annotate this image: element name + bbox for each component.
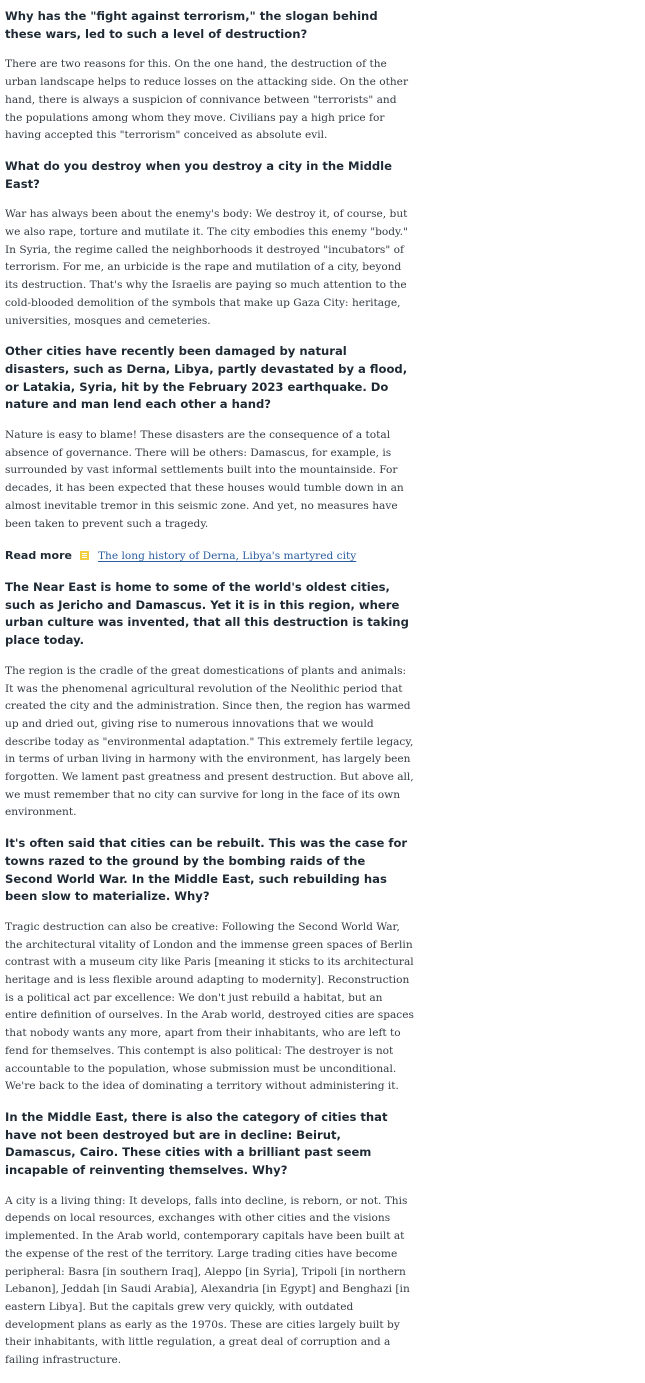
article-list-icon (80, 551, 89, 560)
read-more-box (5, 546, 415, 566)
read-more-link[interactable]: The long history of Derna, Libya's martyred city (97, 550, 357, 563)
article-body (5, 8, 415, 1383)
interview-question: It's often said that cities can be rebuilt. This was the case for towns razed to the ground by the bombing raids of the Second World War. In the Middle East, such rebuilding has been slow to materialize. Why? (5, 836, 408, 904)
interview-answer: There are two reasons for this. On the one hand, the destruction of the urban landscape helps to reduce losses on the attacking side. On the other hand, there is always a suspicion of connivance between "terrorists" and the populations among whom they move. Civilians pay a high price for having accepted this "terrorism" conceived as absolute evil. (5, 58, 409, 142)
interview-answer: A city is a living thing: It develops, falls into decline, is reborn, or not. This depends on local resources, exchanges with other cities and the visions implemented. In the Arab world, contemporary capitals have been built at the expense of the rest of the territory. Large trading cities have become peripheral: Basra [in southern Iraq], Aleppo [in Syria], Tripoli [in northern Lebanon], Jeddah [in Saudi Arabia], Alexandria [in Egypt] and Benghazi [in eastern Libya]. But the capitals grew very quickly, with outdated development plans as early as the 1970s. These are cities largely built by their inhabitants, with little regulation, a great deal of corruption and a failing infrastructure. (5, 1194, 410, 1367)
interview-answer: The region is the cradle of the great domestications of plants and animals: It was the phenomenal agricultural revolution of the Neolithic period that created the city and the administration. Since then, the region has warmed up and dried out, giving rise to numerous innovations that we would describe today as "environmental adaptation." This extremely fertile legacy, in terms of urban living in harmony with the environment, has largely been forgotten. We lament past greatness and present destruction. But above all, we must remember that no city can survive for long in the face of its own environment. (5, 664, 414, 819)
interview-question: What do you destroy when you destroy a city in the Middle East? (5, 158, 392, 191)
interview-question: The Near East is home to some of the world's oldest cities, such as Jericho and Damascus. Yet it is in this region, where urban culture was invented, that all this destruction is taking place today. (5, 579, 409, 648)
interview-answer: Tragic destruction can also be creative: Following the Second World War, the architectural vitality of London and the immense green spaces of Berlin contrast with a museum city like Paris [meaning it sticks to its architectural heritage and is less flexible around adapting to modernity]. Reconstruction is a political act par excellence: We don't just rebuild a habitat, but an entire definition of ourselves. In the Arab world, destroyed cities are spaces that nobody wants any more, apart from their inhabitants, who are left to fend for themselves. This contempt is also political: The destroyer is not accountable to the population, whose submission must be unconditional. We're back to the idea of dominating a territory without administering it. (5, 920, 414, 1093)
interview-question: Other cities have recently been damaged by natural disasters, such as Derna, Libya, partly devastated by a flood, or Latakia, Syria, hit by the February 2023 earthquake. Do nature and man lend each other a hand? (5, 344, 408, 412)
interview-answer: Nature is easy to blame! These disasters are the consequence of a total absence of governance. There will be others: Damascus, for example, is surrounded by vast informal settlements built into the mountainside. For decades, it has been expected that these houses would tumble down in an almost inevitable tremor in this seismic zone. And yet, no measures have been taken to prevent such a tragedy. (5, 429, 404, 530)
interview-question: Why has the "fight against terrorism," the slogan behind these wars, led to such a level of destruction? (5, 9, 378, 41)
interview-question: In the Middle East, there is also the category of cities that have not been destroyed but are in decline: Beirut, Damascus, Cairo. These cities with a brilliant past seem incapable of reinventing themselves. Why? (5, 1109, 388, 1178)
read-more-label: Read more (5, 549, 72, 563)
interview-answer: War has always been about the enemy's body: We destroy it, of course, but we also rape, torture and mutilate it. The city embodies this enemy "body." In Syria, the regime called the neighborhoods it destroyed "incubators" of terrorism. For me, an urbicide is the rape and mutilation of a city, beyond its destruction. That's why the Israelis are paying so much attention to the cold-blooded demolition of the symbols that make up Gaza City: heritage, universities, mosques and cemeteries. (5, 208, 408, 327)
